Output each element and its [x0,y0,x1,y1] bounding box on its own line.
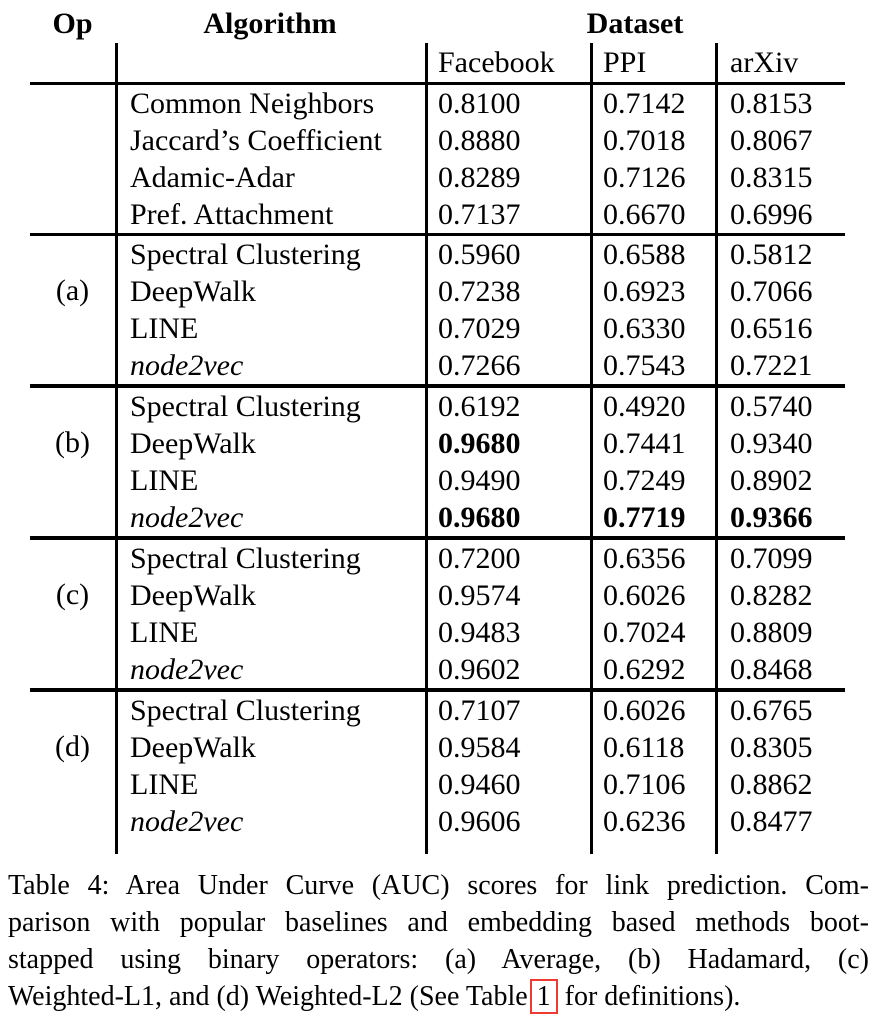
value-cell: 0.6588 [590,236,715,273]
table-row [115,540,845,577]
caption-text: Weighted-L1, and (d) Weighted-L2 (See Table [8,981,528,1012]
table-body [30,85,845,840]
algorithm-cell: Jaccard’s Coefficient [115,122,425,159]
value-cell: 0.9584 [425,729,590,766]
value-cell: 0.7142 [590,85,715,122]
value-cell: 0.7137 [425,196,590,233]
table-row [115,614,845,651]
ppi-column-header: PPI [590,43,715,82]
group-rows [115,388,845,536]
value-cell: 0.6192 [425,388,590,425]
caption-line: parison with popular baselines and embedding based methods boot- [8,907,869,938]
value-cell: 0.4920 [590,388,715,425]
algorithm-cell: DeepWalk [115,273,425,310]
value-cell: 0.9680 [425,425,590,462]
value-cell: 0.6026 [590,692,715,729]
value-cell: 0.8282 [715,577,845,614]
op-label: (b) [55,426,90,459]
vertical-bar [715,840,845,854]
value-cell: 0.7543 [590,347,715,384]
group-rows [115,692,845,840]
value-cell: 0.7249 [590,462,715,499]
value-cell: 0.5960 [425,236,590,273]
value-cell: 0.6356 [590,540,715,577]
value-cell: 0.6670 [590,196,715,233]
dataset-column-header: Dataset [586,7,684,40]
algorithm-cell: Spectral Clustering [115,692,425,729]
op-column-header: Op [52,7,93,40]
algorithm-cell: node2vec [115,499,425,536]
value-cell: 0.7066 [715,273,845,310]
op-label: (d) [55,730,90,763]
algorithm-cell: node2vec [115,651,425,688]
algorithm-cell: LINE [115,462,425,499]
table-row [115,236,845,273]
caption-line [8,978,869,1015]
table-group [30,540,845,688]
table-row [115,273,845,310]
table-row [115,388,845,425]
table-header-row [30,5,845,43]
value-cell: 0.8468 [715,651,845,688]
table-row [115,85,845,122]
group-rows [115,236,845,384]
value-cell: 0.8067 [715,122,845,159]
algorithm-cell: DeepWalk [115,729,425,766]
value-cell: 0.8289 [425,159,590,196]
value-cell: 0.5812 [715,236,845,273]
value-cell: 0.8315 [715,159,845,196]
value-cell: 0.6330 [590,310,715,347]
algorithm-cell: node2vec [115,803,425,840]
value-cell: 0.9574 [425,577,590,614]
algorithm-subheader-spacer [115,43,425,82]
algorithm-cell: node2vec [115,347,425,384]
op-label [30,85,115,233]
value-cell: 0.8880 [425,122,590,159]
arxiv-column-header: arXiv [715,43,845,82]
algorithm-cell: Common Neighbors [115,85,425,122]
caption-line: Table 4: Area Under Curve (AUC) scores for link prediction. Com- [8,870,869,901]
value-cell: 0.6026 [590,577,715,614]
value-cell: 0.9483 [425,614,590,651]
dataset-subheader-row [30,43,845,82]
value-cell: 0.7200 [425,540,590,577]
value-cell: 0.7266 [425,347,590,384]
algorithm-cell: Spectral Clustering [115,540,425,577]
table-group [30,388,845,536]
algorithm-cell: DeepWalk [115,577,425,614]
group-rows [115,85,845,233]
algorithm-cell: LINE [115,766,425,803]
caption-line: stapped using binary operators: (a) Average, (b) Hadamard, (c) [8,944,869,975]
value-cell: 0.8477 [715,803,845,840]
table-group [30,236,845,384]
value-cell: 0.7221 [715,347,845,384]
table-row [115,692,845,729]
auc-table [30,5,845,854]
value-cell: 0.8153 [715,85,845,122]
value-cell: 0.7029 [425,310,590,347]
value-cell: 0.6236 [590,803,715,840]
caption-text: for definitions). [557,981,741,1012]
table-row [115,347,845,384]
algorithm-cell: Adamic-Adar [115,159,425,196]
table-bottom-bars [115,840,845,854]
table-caption [8,867,869,1015]
value-cell: 0.7099 [715,540,845,577]
value-cell: 0.9340 [715,425,845,462]
value-cell: 0.7018 [590,122,715,159]
table-row [115,310,845,347]
value-cell: 0.7107 [425,692,590,729]
table-row [115,729,845,766]
algorithm-cell: Spectral Clustering [115,388,425,425]
value-cell: 0.7106 [590,766,715,803]
table-row [115,499,845,536]
table-group [30,692,845,840]
table-group [30,85,845,233]
value-cell: 0.7126 [590,159,715,196]
vertical-bar [115,840,425,854]
algorithm-column-header: Algorithm [203,7,337,40]
value-cell: 0.6516 [715,310,845,347]
value-cell: 0.9490 [425,462,590,499]
op-label: (c) [55,578,90,611]
op-subheader-spacer [30,43,115,82]
value-cell: 0.7024 [590,614,715,651]
value-cell: 0.8862 [715,766,845,803]
value-cell: 0.9460 [425,766,590,803]
table-row [115,766,845,803]
table-row [115,196,845,233]
vertical-bar [425,840,590,854]
value-cell: 0.9680 [425,499,590,536]
value-cell: 0.7441 [590,425,715,462]
algorithm-cell: Pref. Attachment [115,196,425,233]
value-cell: 0.8305 [715,729,845,766]
value-cell: 0.7238 [425,273,590,310]
value-cell: 0.7719 [590,499,715,536]
table-row [115,577,845,614]
value-cell: 0.6923 [590,273,715,310]
algorithm-cell: LINE [115,614,425,651]
algorithm-cell: DeepWalk [115,425,425,462]
table-1-reference-link[interactable]: 1 [530,979,558,1014]
table-row [115,425,845,462]
facebook-column-header: Facebook [425,43,590,82]
value-cell: 0.9602 [425,651,590,688]
value-cell: 0.6118 [590,729,715,766]
table-row [115,159,845,196]
table-row [115,122,845,159]
algorithm-cell: LINE [115,310,425,347]
group-rows [115,540,845,688]
value-cell: 0.9606 [425,803,590,840]
value-cell: 0.5740 [715,388,845,425]
value-cell: 0.6765 [715,692,845,729]
value-cell: 0.8100 [425,85,590,122]
table-row [115,651,845,688]
op-label: (a) [55,274,90,307]
value-cell: 0.8809 [715,614,845,651]
table-row [115,462,845,499]
algorithm-cell: Spectral Clustering [115,236,425,273]
value-cell: 0.6292 [590,651,715,688]
value-cell: 0.8902 [715,462,845,499]
value-cell: 0.9366 [715,499,845,536]
table-row [115,803,845,840]
value-cell: 0.6996 [715,196,845,233]
vertical-bar [590,840,715,854]
